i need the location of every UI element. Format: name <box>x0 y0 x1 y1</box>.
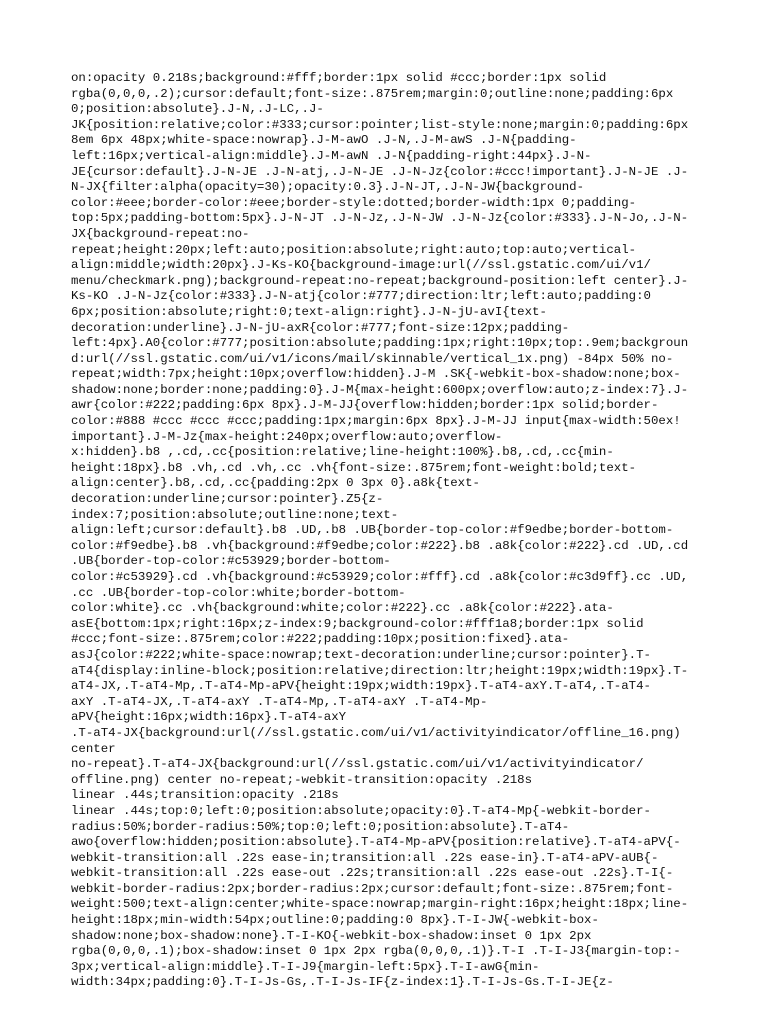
text-line: rgba(0,0,0,.1);box-shadow:inset 0 1px 2px rgba(0,0,0,.1)}.T-I .T-I-J3{margin-top:- <box>71 944 681 959</box>
text-line: #ccc;font-size:.875rem;color:#222;padding:10px;position:fixed}.ata- <box>71 632 570 647</box>
text-line: left:16px;vertical-align:middle}.J-M-awN .J-N{padding-right:44px}.J-N- <box>71 148 592 163</box>
text-line: webkit-transition:all .22s ease-out .22s;transition:all .22s ease-out .22s}.T-I{- <box>71 866 674 881</box>
text-line: N-JX{filter:alpha(opacity=30);opacity:0.3}.J-N-JT,.J-N-JW{background- <box>71 180 585 195</box>
text-line: menu/checkmark.png);background-repeat:no-repeat;background-position:left center}.J- <box>71 273 689 288</box>
text-line: 8em 6px 48px;white-space:nowrap}.J-M-awO .J-N,.J-M-awS .J-N{padding- <box>71 133 577 148</box>
text-line: Ks-KO .J-N-Jz{color:#333}.J-N-atj{color:#777;direction:ltr;left:auto;padding:0 <box>71 289 651 304</box>
text-line: aPV{height:16px;width:16px}.T-aT4-axY <box>71 710 347 725</box>
text-line: align:middle;width:20px}.J-Ks-KO{background-image:url(//ssl.gstatic.com/ui/v1/ <box>71 258 651 273</box>
text-line: 6px;position:absolute;right:0;text-align:right}.J-N-jU-avI{text- <box>71 304 547 319</box>
text-line: 3px;vertical-align:middle}.T-I-J9{margin-left:5px}.T-I-awG{min- <box>71 959 540 974</box>
text-line: color:#eee;border-color:#eee;border-style:dotted;border-width:1px 0;padding- <box>71 195 637 210</box>
text-line: weight:500;text-align:center;white-space:nowrap;margin-right:16px;height:18px;line- <box>71 897 689 912</box>
text-line: JK{position:relative;color:#333;cursor:pointer;list-style:none;margin:0;padding:6px <box>71 117 689 132</box>
text-line: .UB{border-top-color:#c53929;border-bottom- <box>71 554 391 569</box>
text-line: color:#888 #ccc #ccc #ccc;padding:1px;margin:6px 8px}.J-M-JJ input{max-width:50ex! <box>71 414 681 429</box>
text-line: awr{color:#222;padding:6px 8px}.J-M-JJ{overflow:hidden;border:1px solid;border- <box>71 398 659 413</box>
text-line: d:url(//ssl.gstatic.com/ui/v1/icons/mail/skinnable/vertical_1x.png) -84px 50% no- <box>71 351 674 366</box>
text-line: shadow:none;border:none;padding:0}.J-M{max-height:600px;overflow:auto;z-index:7}.J- <box>71 382 689 397</box>
text-line: shadow:none;box-shadow:none}.T-I-KO{-webkit-box-shadow:inset 0 1px 2px <box>71 928 592 943</box>
css-source-text <box>71 71 701 991</box>
text-line: aT4-JX,.T-aT4-Mp,.T-aT4-Mp-aPV{height:19px;width:19px}.T-aT4-axY.T-aT4,.T-aT4- <box>71 679 651 694</box>
text-line: color:white}.cc .vh{background:white;color:#222}.cc .a8k{color:#222}.ata- <box>71 601 614 616</box>
text-line: linear .44s;transition:opacity .218s <box>71 788 339 803</box>
text-line: awo{overflow:hidden;position:absolute}.T-aT4-Mp-aPV{position:relative}.T-aT4-aPV{- <box>71 835 681 850</box>
text-line: color:#c53929}.cd .vh{background:#c53929;color:#fff}.cd .a8k{color:#c3d9ff}.cc .UD, <box>71 570 689 584</box>
text-line: asE{bottom:1px;right:16px;z-index:9;background-color:#fff1a8;border:1px solid <box>71 616 644 631</box>
text-line: radius:50%;border-radius:50%;top:0;left:0;position:absolute}.T-aT4- <box>71 819 570 834</box>
text-line: decoration:underline;cursor:pointer}.Z5{z- <box>71 492 384 507</box>
text-line: webkit-border-radius:2px;border-radius:2px;cursor:default;font-size:.875rem;font- <box>71 881 674 896</box>
text-line: center <box>71 741 116 756</box>
text-line: aT4{display:inline-block;position:relative;direction:ltr;height:19px;width:19px}.T- <box>71 663 689 678</box>
text-line: no-repeat}.T-aT4-JX{background:url(//ssl.gstatic.com/ui/v1/activityindicator/ <box>71 757 644 772</box>
text-line: offline.png) center no-repeat;-webkit-transition:opacity .218s <box>71 772 533 787</box>
text-line: left:4px}.A0{color:#777;position:absolute;padding:1px;right:10px;top:.9em;backgroun <box>71 336 689 351</box>
text-line: JE{cursor:default}.J-N-JE .J-N-atj,.J-N-JE .J-N-Jz{color:#ccc!important}.J-N-JE .J- <box>71 164 689 179</box>
text-line: webkit-transition:all .22s ease-in;transition:all .22s ease-in}.T-aT4-aPV-aUB{- <box>71 850 659 865</box>
text-line: top:5px;padding-bottom:5px}.J-N-JT .J-N-Jz,.J-N-JW .J-N-Jz{color:#333}.J-N-Jo,.J-N- <box>71 211 689 226</box>
text-line: 0;position:absolute}.J-N,.J-LC,.J- <box>71 102 324 117</box>
text-line: repeat;height:20px;left:auto;position:absolute;right:auto;top:auto;vertical- <box>71 242 637 257</box>
text-line: rgba(0,0,0,.2);cursor:default;font-size:.875rem;margin:0;outline:none;padding:6px <box>71 86 674 101</box>
text-line: important}.J-M-Jz{max-height:240px;overflow:auto;overflow- <box>71 429 503 444</box>
text-line: JX{background-repeat:no- <box>71 226 250 241</box>
text-line: align:left;cursor:default}.b8 .UD,.b8 .UB{border-top-color:#f9edbe;border-bottom- <box>71 523 674 538</box>
text-line: axY .T-aT4-JX,.T-aT4-axY .T-aT4-Mp,.T-aT4-axY .T-aT4-Mp- <box>71 694 488 709</box>
text-line: on:opacity 0.218s;background:#fff;border:1px solid #ccc;border:1px solid <box>71 71 607 85</box>
text-line: asJ{color:#222;white-space:nowrap;text-decoration:underline;cursor:pointer}.T- <box>71 647 651 662</box>
text-line: align:center}.b8,.cd,.cc{padding:2px 0 3px 0}.a8k{text- <box>71 476 480 491</box>
text-line: repeat;width:7px;height:10px;overflow:hidden}.J-M .SK{-webkit-box-shadow:none;box- <box>71 367 681 382</box>
text-line: .cc .UB{border-top-color:white;border-bottom- <box>71 585 406 600</box>
text-line: height:18px}.b8 .vh,.cd .vh,.cc .vh{font-size:.875rem;font-weight:bold;text- <box>71 460 637 475</box>
text-line: height:18px;min-width:54px;outline:0;padding:0 8px}.T-I-JW{-webkit-box- <box>71 913 599 928</box>
text-line: x:hidden}.b8 ,.cd,.cc{position:relative;line-height:100%}.b8,.cd,.cc{min- <box>71 445 614 460</box>
text-line: linear .44s;top:0;left:0;position:absolute;opacity:0}.T-aT4-Mp{-webkit-border- <box>71 803 651 818</box>
text-line: decoration:underline}.J-N-jU-axR{color:#777;font-size:12px;padding- <box>71 320 570 335</box>
text-line: width:34px;padding:0}.T-I-Js-Gs,.T-I-Js-IF{z-index:1}.T-I-Js-Gs.T-I-JE{z- <box>71 975 614 990</box>
text-line: color:#f9edbe}.b8 .vh{background:#f9edbe;color:#222}.b8 .a8k{color:#222}.cd .UD,.cd <box>71 538 689 553</box>
text-line: index:7;position:absolute;outline:none;text- <box>71 507 399 522</box>
text-line: .T-aT4-JX{background:url(//ssl.gstatic.com/ui/v1/activityindicator/offline_16.png) <box>71 725 681 740</box>
